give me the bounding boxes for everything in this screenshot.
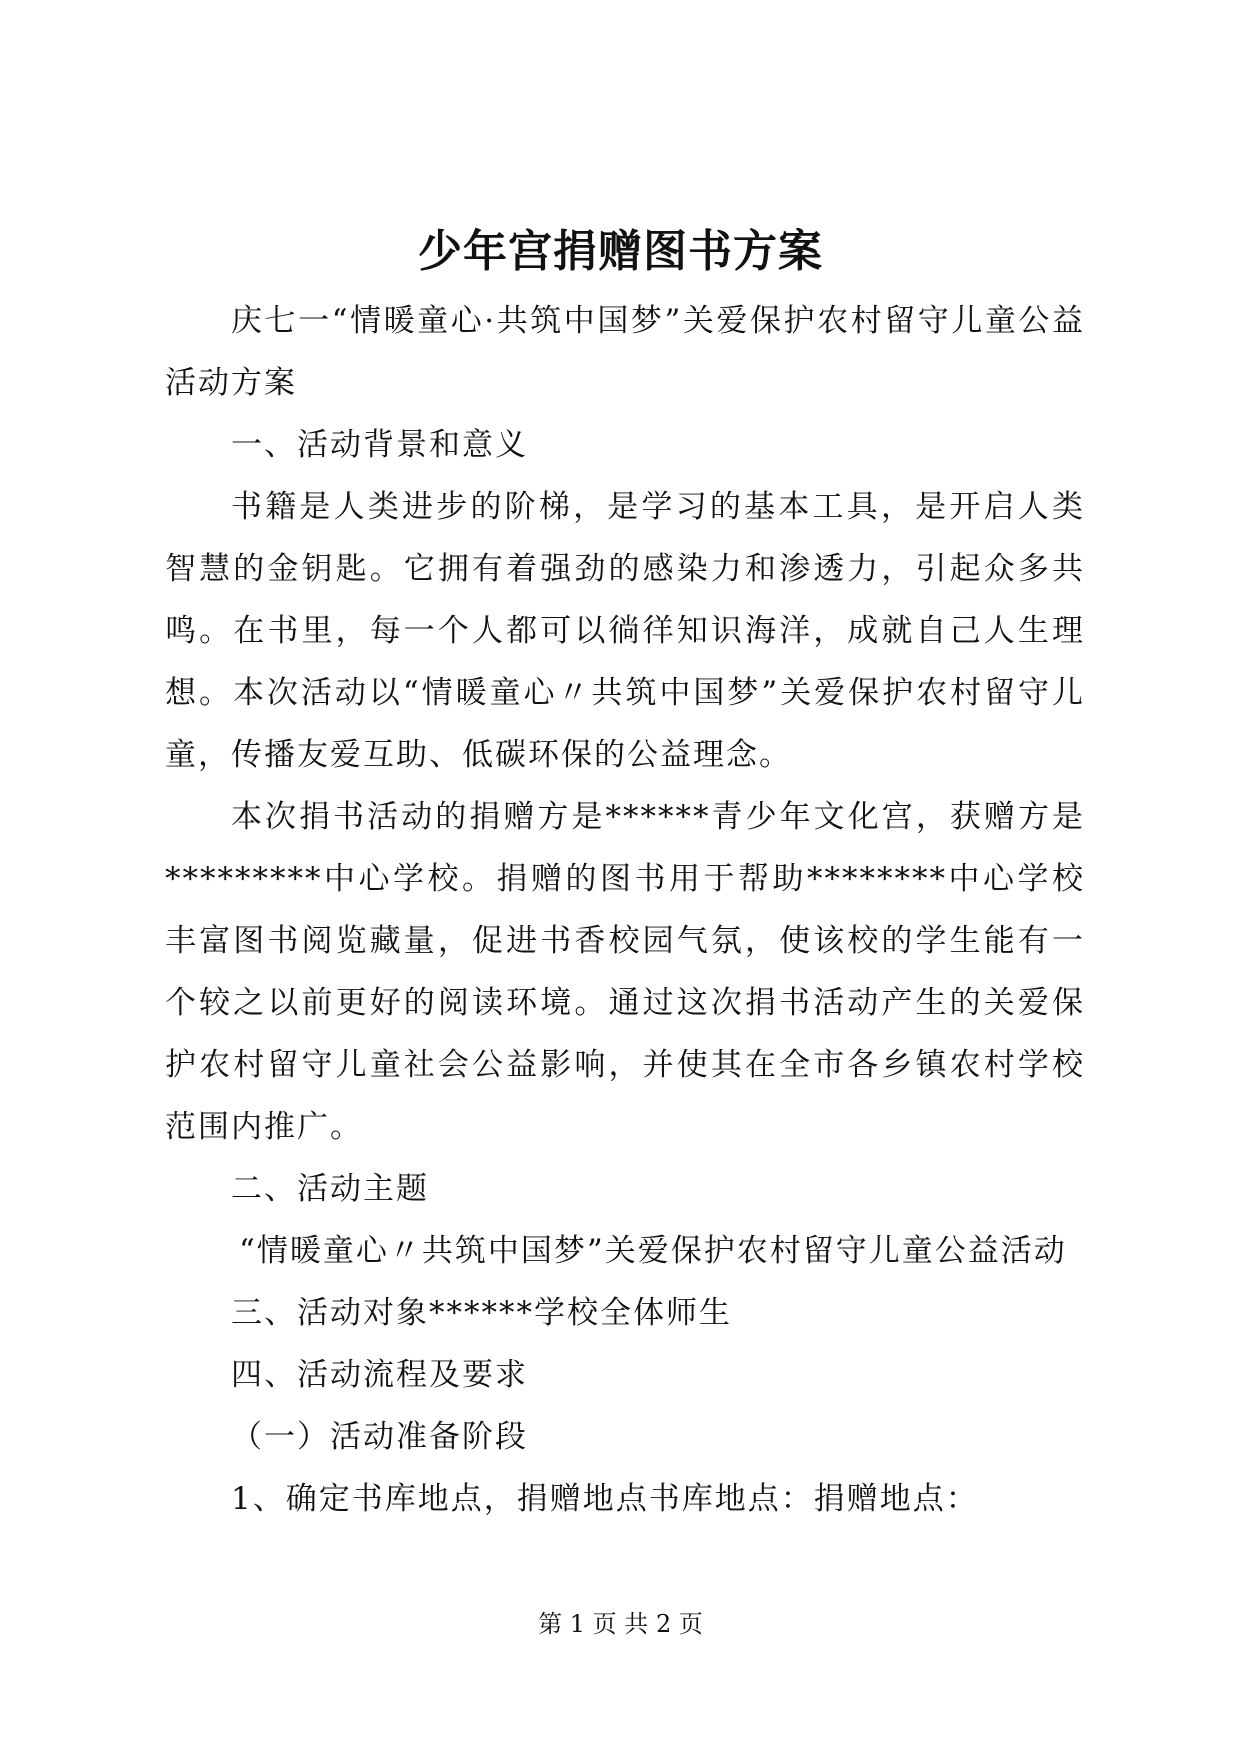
section-heading-audience: 三、活动对象******学校全体师生 — [231, 1295, 732, 1331]
document-body — [165, 290, 1085, 1530]
section-heading-process: 四、活动流程及要求 — [231, 1357, 528, 1393]
paragraph-theme: “情暖童心〃共筑中国梦”关爱保护农村留守儿童公益活动 — [239, 1233, 1067, 1269]
document-title: 少年宫捐赠图书方案 — [418, 226, 823, 277]
paragraph-plan-heading: 庆七一“情暖童心·共筑中国梦”关爱保护农村留守儿童公益活动方案 — [165, 303, 1085, 401]
paragraph-background: 书籍是人类进步的阶梯，是学习的基本工具，是开启人类智慧的金钥匙。它拥有着强劲的感染力和渗透力，引起众多共鸣。在书里，每一个人都可以徜徉知识海洋，成就自己人生理想。本次活动以“情暖童心〃共筑中国梦”关爱保护农村留守儿童，传播友爱互助、低碳环保的公益理念。 — [165, 489, 1085, 773]
page-footer: 第 1 页 共 2 页 — [538, 1610, 703, 1638]
paragraph-location: 1、确定书库地点，捐赠地点书库地点：捐赠地点： — [231, 1481, 979, 1517]
section-heading-theme: 二、活动主题 — [231, 1171, 429, 1207]
paragraph-donation: 本次捐书活动的捐赠方是******青少年文化宫，获赠方是*********中心学校。捐赠的图书用于帮助********中心学校丰富图书阅览藏量，促进书香校园气氛，使该校的学生能有一个较之以前更好的阅读环境。通过这次捐书活动产生的关爱保护农村留守儿童社会公益影响，并使其在全市各乡镇农村学校范围内推广。 — [165, 799, 1085, 1145]
section-heading-background: 一、活动背景和意义 — [231, 427, 528, 463]
subsection-heading-preparation: （一）活动准备阶段 — [231, 1419, 528, 1455]
